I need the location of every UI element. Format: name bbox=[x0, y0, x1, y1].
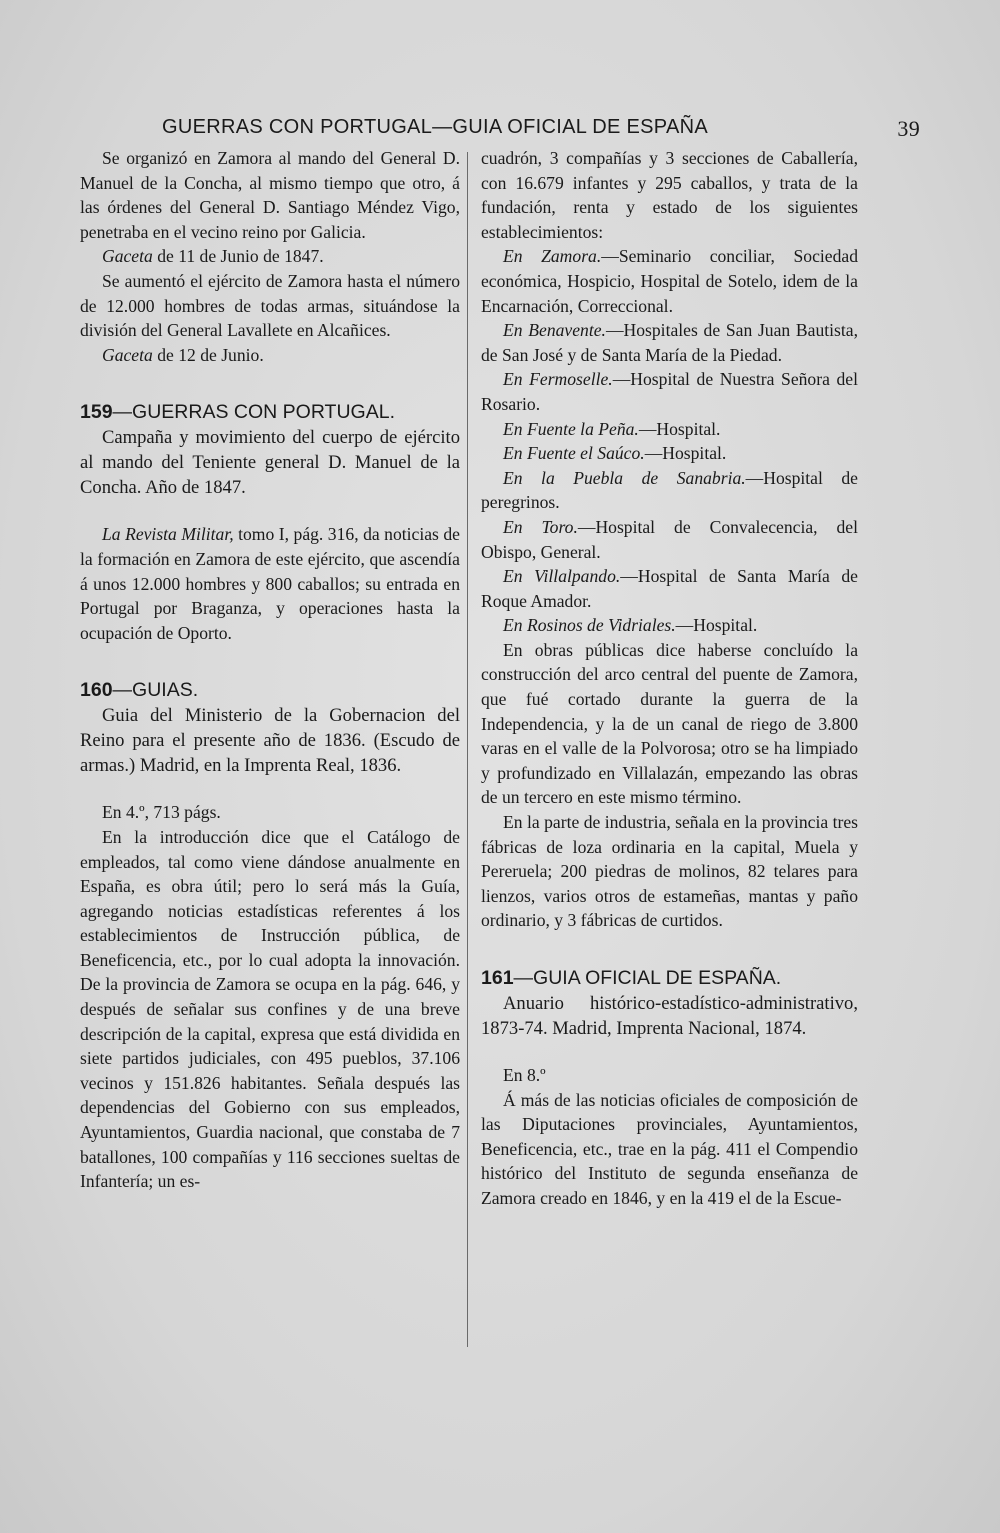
place-description: —Hospital. bbox=[638, 418, 721, 439]
list-item bbox=[481, 515, 858, 564]
citation-source: Gaceta bbox=[102, 246, 153, 267]
entry-heading bbox=[481, 965, 858, 991]
entry-label: —GUIA OFICIAL DE ESPAÑA. bbox=[513, 967, 782, 989]
place-description: —Hospitales de San Juan Bautista, de San José y de Santa María de la Piedad. bbox=[481, 320, 858, 365]
page-number: 39 bbox=[897, 116, 920, 141]
entry-title: Guia del Ministerio de la Gobernacion del Reino para el presente año de 1836. (Escudo de armas.) Madrid, en la Imprenta Real, 1836. bbox=[80, 705, 460, 777]
right-column bbox=[481, 146, 858, 1211]
entry-body: En la introducción dice que el Catálogo de empleados, tal como viene dándose anualmente en España, es obra útil; pero lo será más la Guía, agregando noticias estadísticas referentes á los establecimientos de Instrucción pública, de Beneficencia, etc., por lo cual adopta la innovación. De la provincia de Zamora se ocupa en la pág. 646, y después de señalar sus confines y de una breve descripción de la capital, expresa que está dividida en siete partidos judiciales, con 495 pueblos, 37.106 vecinos y 151.826 habitantes. Señala después las dependencias del Gobierno con sus empleados, Ayuntamientos, Guardia nacional, que constaba de 7 batallones, 100 compañías y 116 secciones sueltas de Infantería; un es- bbox=[80, 826, 460, 1192]
entry-number: 161 bbox=[481, 967, 514, 989]
place-name: En Rosinos de Vidriales. bbox=[503, 615, 676, 636]
entry-format: En 4.º, 713 págs. bbox=[102, 802, 221, 823]
paragraph: Se organizó en Zamora al mando del General D. Manuel de la Concha, al mismo tiempo que otro, á las órdenes del General D. Santiago Méndez Vigo, penetraba en el vecino reino por Galicia. bbox=[80, 148, 460, 242]
list-item bbox=[481, 367, 858, 416]
running-header bbox=[80, 116, 920, 146]
citation-date: de 12 de Junio. bbox=[152, 344, 264, 365]
entry-heading bbox=[80, 399, 460, 425]
entry-title: Campaña y movimiento del cuerpo de ejército al mando del Teniente general D. Manuel de la Concha. Año de 1847. bbox=[80, 427, 460, 499]
place-name: En Fuente el Saúco. bbox=[503, 443, 645, 464]
entry-source: La Revista Militar, bbox=[102, 524, 234, 545]
list-item bbox=[481, 441, 858, 466]
place-description: —Hospital de Convalecencia, del Obispo, General. bbox=[481, 516, 858, 562]
paragraph: En obras públicas dice haberse concluído la construcción del arco central del puente de Zamora, que fué cortado durante la guerra de la Independencia, y la de un canal de riego de 3.800 varas en el valle de la Polvorosa; otro se ha limpiado y profundizado en Villalazán, empezando las obras de un tercero en este mismo término. bbox=[481, 639, 858, 808]
place-name: En Fuente la Peña. bbox=[503, 418, 639, 439]
paragraph: Se aumentó el ejército de Zamora hasta el número de 12.000 hombres de todas armas, situándose la división del General Lavallete en Alcañices. bbox=[80, 270, 460, 341]
paragraph: cuadrón, 3 compañías y 3 secciones de Caballería, con 16.679 infantes y 295 caballos, y trata de la fundación, renta y estado de los siguientes establecimientos: bbox=[481, 148, 858, 242]
establishment-list bbox=[481, 244, 858, 638]
entry-number: 160 bbox=[80, 679, 113, 702]
place-name: En Fermoselle. bbox=[503, 369, 613, 390]
place-description: —Hospital de Nuestra Señora del Rosario. bbox=[481, 369, 858, 414]
citation bbox=[80, 244, 460, 269]
list-item bbox=[481, 417, 858, 442]
entry-title: Anuario histórico-estadístico-administrativo, 1873-74. Madrid, Imprenta Nacional, 1874. bbox=[481, 993, 858, 1039]
entry-body-text: tomo I, pág. 316, da noticias de la formación en Zamora de este ejército, que ascendía á unos 12.000 hombres y 800 caballos; su entrada en Portugal por Braganza, y operaciones hasta la ocupación de Oporto. bbox=[80, 524, 460, 643]
entry-body bbox=[80, 522, 460, 645]
place-description: —Hospital de Santa María de Roque Amador. bbox=[481, 566, 858, 611]
place-description: —Hospital. bbox=[644, 443, 727, 464]
entry-label: —GUERRAS CON PORTUGAL. bbox=[112, 401, 395, 424]
place-name: En la Puebla de Sanabria. bbox=[503, 467, 746, 488]
citation-date: de 11 de Junio de 1847. bbox=[152, 246, 324, 267]
entry-label: —GUIAS. bbox=[112, 679, 199, 702]
place-name: En Benavente. bbox=[503, 320, 606, 341]
place-name: En Toro. bbox=[503, 516, 578, 537]
place-name: En Zamora. bbox=[503, 246, 602, 267]
running-title: GUERRAS CON PORTUGAL—GUIA OFICIAL DE ESPAÑA bbox=[162, 116, 708, 138]
citation-source: Gaceta bbox=[102, 344, 153, 365]
list-item bbox=[481, 564, 858, 613]
list-item bbox=[481, 318, 858, 367]
place-description: —Hospital de peregrinos. bbox=[481, 467, 858, 513]
citation bbox=[80, 343, 460, 368]
list-item bbox=[481, 613, 858, 638]
list-item bbox=[481, 466, 858, 515]
left-column bbox=[80, 146, 460, 1194]
paragraph: En la parte de industria, señala en la provincia tres fábricas de loza ordinaria en la capital, Muela y Pereruela; 200 piedras de molinos, 82 telares para lienzos, varios otros de estameñas, mantas y paño ordinario, y 3 fábricas de curtidos. bbox=[481, 812, 858, 931]
list-item bbox=[481, 244, 858, 318]
place-description: —Seminario conciliar, Sociedad económica, Hospicio, Hospital de Sotelo, idem de la Encarnación, Correccional. bbox=[481, 246, 858, 316]
column-divider bbox=[467, 152, 468, 1347]
entry-heading bbox=[80, 677, 460, 703]
entry-body: Á más de las noticias oficiales de composición de las Diputaciones provinciales, Ayuntamientos, Beneficencia, etc., trae en la pág. 411 el Compendio histórico del Instituto de segunda enseñanza de Zamora creado en 1846, y en la 419 el de la Escue- bbox=[481, 1089, 858, 1208]
place-name: En Villalpando. bbox=[503, 566, 621, 587]
entry-number: 159 bbox=[80, 401, 113, 424]
place-description: —Hospital. bbox=[675, 615, 758, 636]
entry-format: En 8.º bbox=[503, 1065, 546, 1085]
